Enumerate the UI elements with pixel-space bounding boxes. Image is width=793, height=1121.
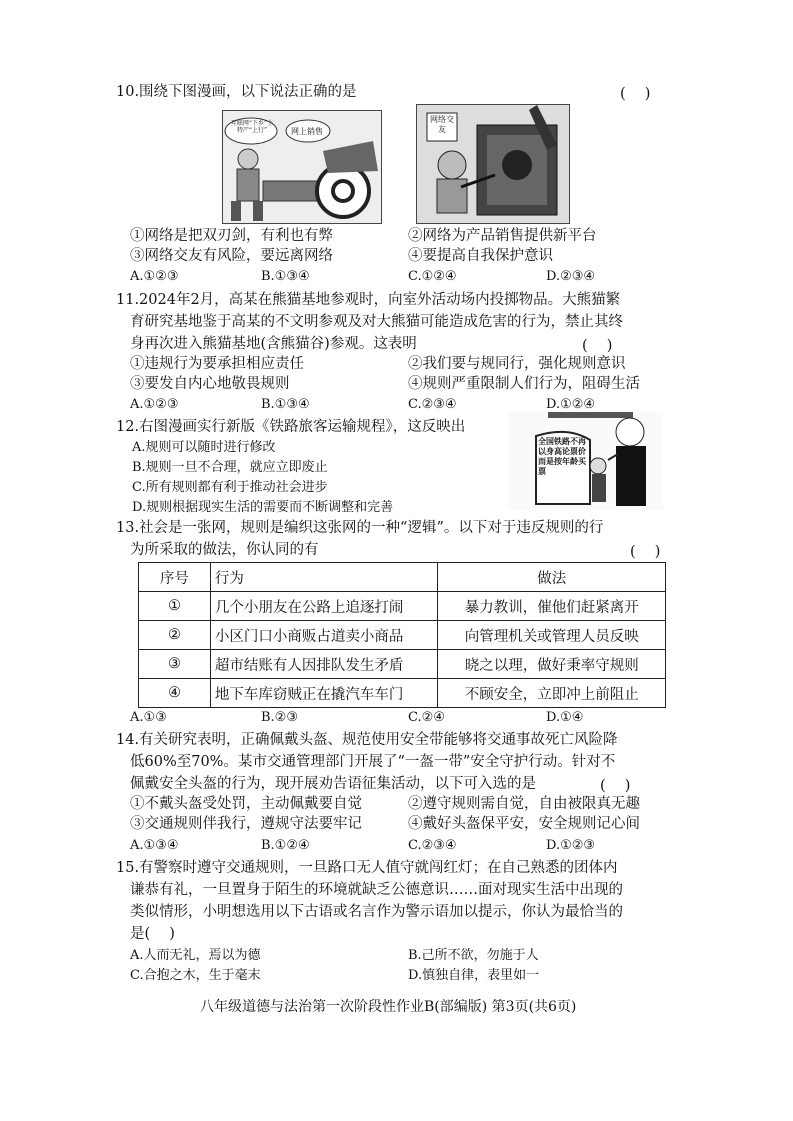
q12-choice-d[interactable]: D.规则根据现实生活的需要而不断调整和完善 [132, 500, 394, 515]
q11-choice-d[interactable]: D.①②④ [546, 397, 596, 412]
q11-stem-line1: 11.2024年2月，高某在熊猫基地参观时，向室外活动场内投掷物品。大熊猫繁 [116, 292, 621, 308]
row-behavior: 小区门口小商贩占道卖小商品 [210, 621, 438, 650]
q13-choice-a[interactable]: A.①③ [130, 710, 167, 725]
q14-stem-line1: 14.有关研究表明，正确佩戴头盔、规范使用安全带能够将交通事故死亡风险降 [116, 732, 618, 748]
q11-choice-c[interactable]: C.②③④ [408, 397, 457, 412]
q15-choice-b[interactable]: B.己所不欲，勿施于人 [408, 948, 539, 963]
row-approach: 晓之以理，做好秉率守规则 [438, 650, 666, 679]
q10-choice-b[interactable]: B.①③④ [261, 269, 310, 284]
row-approach: 暴力教训，催他们赶紧离开 [438, 592, 666, 621]
table-row [139, 592, 666, 621]
q15-choice-c[interactable]: C.合抱之木，生于毫末 [130, 968, 261, 983]
q14-choice-a[interactable]: A.①③④ [130, 838, 179, 853]
row-behavior: 几个小朋友在公路上追逐打闹 [210, 592, 438, 621]
q11-stem-line3: 身再次进入熊猫基地(含熊猫谷)参观。这表明 [130, 336, 417, 352]
row-approach: 不顾安全，立即冲上前阻止 [438, 679, 666, 708]
sign-railway-ticket-rule: 全国铁路不再以身高论票价而是按年龄买票 [538, 436, 586, 476]
q15-stem-line3: 类似情形，小明想选用以下古语或名言作为警示语加以提示，你认为最恰当的 [130, 904, 623, 920]
bubble-online-sales: 网上销售 [291, 127, 323, 136]
row-behavior: 超市结账有人因排队发生矛盾 [210, 650, 438, 679]
header-behavior: 行为 [210, 563, 438, 592]
row-number: ④ [139, 679, 211, 708]
q14-stem-line3: 佩戴安全头盔的行为，现开展劝告语征集活动，以下可入选的是 [130, 776, 536, 792]
q13-choice-c[interactable]: C.②④ [408, 710, 445, 725]
q10-answer-paren: ( ) [620, 86, 651, 102]
q12-choice-a[interactable]: A.规则可以随时进行修改 [132, 440, 276, 455]
q13-stem-line2: 为所采取的做法，你认同的有 [130, 542, 319, 558]
q11-option-1: ①违规行为要承担相应责任 [130, 356, 304, 372]
table-row [139, 679, 666, 708]
page-footer: 八年级道德与法治第一次阶段性作业B(部编版) 第3页(共6页) [200, 999, 577, 1015]
table-header-row [139, 563, 666, 592]
row-number: ③ [139, 650, 211, 679]
q15-stem-line4: 是( ) [130, 926, 175, 942]
q11-option-3: ③要发自内心地敬畏规则 [130, 376, 290, 392]
q15-stem-line2: 谦恭有礼，一旦置身于陌生的环境就缺乏公德意识……面对现实生活中出现的 [130, 882, 623, 898]
q14-option-4: ④戴好头盔保平安，安全规则记心间 [408, 816, 640, 832]
q11-option-2: ②我们要与规同行，强化规则意识 [408, 356, 626, 372]
q10-option-4: ④要提高自我保护意识 [408, 248, 553, 264]
row-number: ② [139, 621, 211, 650]
q10-stem: 10.围绕下图漫画，以下说法正确的是 [116, 84, 357, 100]
q11-option-4: ④规则严重限制人们行为，阻碍生活 [408, 376, 640, 392]
q14-choice-b[interactable]: B.①②④ [261, 838, 310, 853]
q13-stem-line1: 13.社会是一张网，规则是编织这张网的一种“逻辑”。以下对于违反规则的行 [116, 520, 604, 536]
table-row [139, 621, 666, 650]
q15-stem-line1: 15.有警察时遵守交通规则，一旦路口无人值守就闯红灯；在自己熟悉的团体内 [116, 860, 618, 876]
q11-choice-b[interactable]: B.①③④ [261, 397, 310, 412]
q14-option-1: ①不戴头盔受处罚，主动佩戴要自觉 [130, 796, 362, 812]
q14-option-2: ②遵守规则需自觉，自由被限真无趣 [408, 796, 640, 812]
q11-stem-line2: 育研究基地鉴于高某的不文明参观及对大熊猫可能造成危害的行为，禁止其终 [130, 314, 623, 330]
q10-choice-d[interactable]: D.②③④ [546, 269, 596, 284]
row-behavior: 地下车库窃贼正在撬汽车车门 [210, 679, 438, 708]
table-row [139, 650, 666, 679]
sign-online-friend: 网络交友 [430, 115, 454, 134]
header-number: 序号 [139, 563, 211, 592]
q13-choice-b[interactable]: B.②③ [261, 710, 298, 725]
q14-stem-line2: 低60%至70%。某市交通管理部门开展了“一盔一带”安全守护行动。针对不 [130, 754, 616, 770]
q14-choice-d[interactable]: D.①②③ [546, 838, 596, 853]
q15-choice-a[interactable]: A.人而无礼，焉以为德 [130, 948, 261, 963]
q11-choice-a[interactable]: A.①②③ [130, 397, 179, 412]
q14-answer-paren: ( ) [600, 778, 631, 794]
q15-choice-d[interactable]: D.慎独自律，表里如一 [408, 968, 540, 983]
header-approach: 做法 [438, 563, 666, 592]
q14-choice-c[interactable]: C.②③④ [408, 838, 457, 853]
q10-choice-a[interactable]: A.①②③ [130, 269, 179, 284]
q13-answer-paren: ( ) [630, 544, 661, 560]
q14-option-3: ③交通规则伴我行，遵规守法要牢记 [130, 816, 362, 832]
row-approach: 向管理机关或管理人员反映 [438, 621, 666, 650]
q10-cartoon-left [222, 110, 382, 224]
q12-cartoon [508, 412, 663, 510]
q10-option-3: ③网络交友有风险，要远离网络 [130, 248, 333, 264]
q12-choice-c[interactable]: C.所有规则都有利于推动社会进步 [132, 480, 328, 495]
q10-option-1: ①网络是把双刃剑，有利也有弊 [130, 228, 333, 244]
q10-choice-c[interactable]: C.①②④ [408, 269, 457, 284]
q10-cartoon-right [416, 104, 570, 224]
q10-option-2: ②网络为产品销售提供新平台 [408, 228, 597, 244]
bubble-internet-rural: 互联网“下乡”土特产“上行” [230, 120, 274, 134]
q13-choice-d[interactable]: D.①④ [546, 710, 584, 725]
q12-stem: 12.右图漫画实行新版《铁路旅客运输规程》，这反映出 [116, 419, 466, 435]
row-number: ① [139, 592, 211, 621]
q12-choice-b[interactable]: B.规则一旦不合理，就应立即废止 [132, 460, 328, 475]
q13-table [138, 562, 666, 708]
q11-answer-paren: ( ) [582, 338, 613, 354]
